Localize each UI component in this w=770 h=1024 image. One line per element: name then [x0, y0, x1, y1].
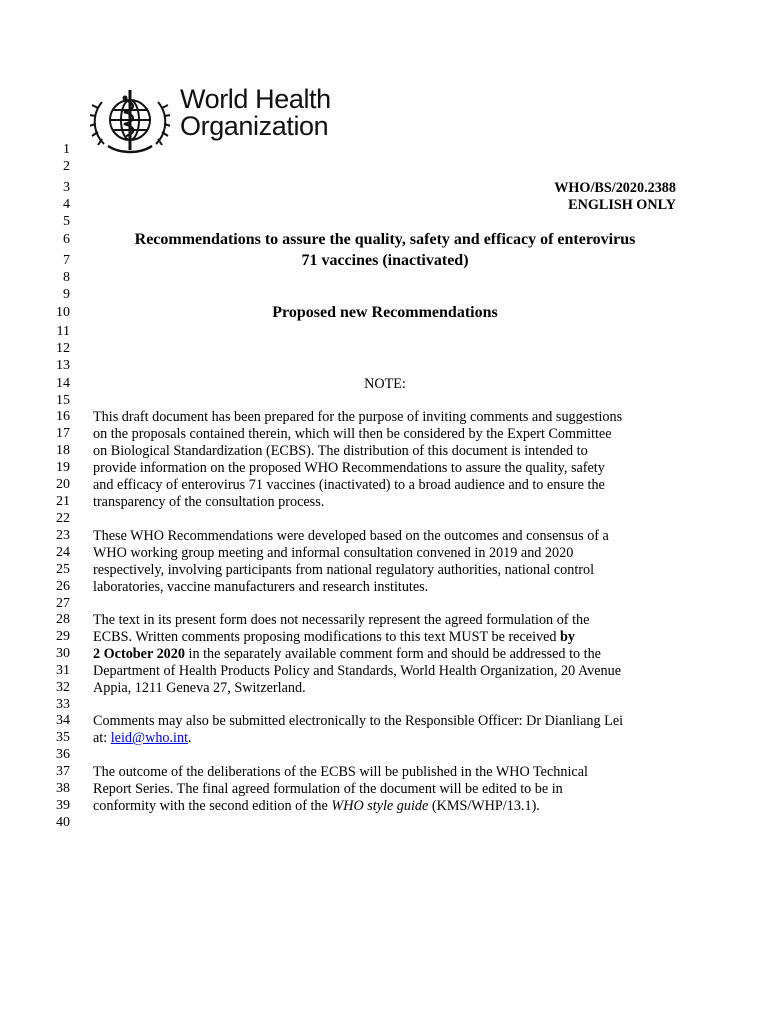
- paragraph-line: WHO working group meeting and informal consultation convened in 2019 and 2020: [93, 545, 574, 561]
- paragraph-line: The outcome of the deliberations of the ECBS will be published in the WHO Technical: [93, 764, 588, 780]
- line-number: 13: [56, 358, 70, 373]
- deadline-date: 2 October 2020: [93, 646, 185, 662]
- paragraph-line: respectively, involving participants from national regulatory authorities, national control: [93, 562, 595, 578]
- line-number: 24: [56, 545, 70, 560]
- line-number: 36: [56, 747, 70, 762]
- line-number: 25: [56, 562, 70, 577]
- paragraph-line: Department of Health Products Policy and Standards, World Health Organization, 20 Avenue: [93, 663, 622, 679]
- line-number: 5: [63, 214, 70, 229]
- italic-text: WHO style guide: [331, 798, 429, 814]
- document-code: WHO/BS/2020.2388: [554, 180, 676, 196]
- paragraph-line: provide information on the proposed WHO Recommendations to assure the quality, safety: [93, 460, 605, 476]
- paragraph-line: Report Series. The final agreed formulation of the document will be edited to be in: [93, 781, 563, 797]
- line-number: 20: [56, 477, 70, 492]
- text-run: .: [188, 730, 192, 746]
- who-emblem-icon: [90, 84, 170, 154]
- logo-line-1: World Health: [180, 84, 331, 114]
- paragraph-line: [93, 629, 575, 645]
- line-number: 12: [56, 341, 70, 356]
- line-number: 10: [56, 305, 70, 320]
- line-number: 16: [56, 409, 70, 424]
- line-number: 9: [63, 287, 70, 302]
- line-number: 32: [56, 680, 70, 695]
- paragraph-line: Comments may also be submitted electronically to the Responsible Officer: Dr Dianliang Lei: [93, 713, 624, 729]
- document-subtitle: Proposed new Recommendations: [272, 304, 498, 321]
- line-number: 14: [56, 376, 70, 391]
- line-number: 38: [56, 781, 70, 796]
- line-number: 15: [56, 393, 70, 408]
- line-number: 35: [56, 730, 70, 745]
- paragraph-line: The text in its present form does not necessarily represent the agreed formulation of the: [93, 612, 590, 628]
- line-number: 22: [56, 511, 70, 526]
- line-number: 11: [56, 324, 70, 339]
- who-logo-text: [180, 86, 331, 140]
- line-number: 27: [56, 596, 70, 611]
- text-run: ECBS. Written comments proposing modifications to this text MUST be received: [93, 629, 561, 645]
- bold-text: by: [560, 629, 576, 645]
- paragraph-line: [93, 646, 601, 662]
- paragraph-line: on Biological Standardization (ECBS). The distribution of this document is intended to: [93, 443, 588, 459]
- who-logo: [90, 84, 352, 154]
- note-heading: NOTE:: [364, 376, 406, 392]
- paragraph-line: [93, 730, 192, 746]
- paragraph-line: This draft document has been prepared for the purpose of inviting comments and suggestions: [93, 409, 623, 425]
- logo-line-2: Organization: [180, 111, 329, 141]
- text-run: at:: [93, 730, 111, 746]
- language-note: ENGLISH ONLY: [568, 197, 676, 213]
- text-run: conformity with the second edition of the: [93, 798, 332, 814]
- line-number: 37: [56, 764, 70, 779]
- email-link[interactable]: leid@who.int: [110, 730, 189, 746]
- paragraph-line: on the proposals contained therein, which will then be considered by the Expert Committee: [93, 426, 612, 442]
- paragraph-line: laboratories, vaccine manufacturers and research institutes.: [93, 579, 429, 595]
- text-run: in the separately available comment form and should be addressed to the: [184, 646, 601, 662]
- document-title-line-1: Recommendations to assure the quality, safety and efficacy of enterovirus: [134, 231, 636, 248]
- document-title-line-2: 71 vaccines (inactivated): [301, 252, 469, 269]
- line-number: 8: [63, 270, 70, 285]
- line-number: 23: [56, 528, 70, 543]
- line-number: 18: [56, 443, 70, 458]
- line-number: 39: [56, 798, 70, 813]
- line-number: 26: [56, 579, 70, 594]
- line-number: 40: [56, 815, 70, 830]
- text-run: (KMS/WHP/13.1).: [428, 798, 540, 814]
- paragraph-line: [93, 798, 540, 814]
- paragraph-line: and efficacy of enterovirus 71 vaccines (inactivated) to a broad audience and to ensure the: [93, 477, 605, 493]
- line-number: 30: [56, 646, 70, 661]
- line-number: 34: [56, 713, 70, 728]
- line-number: 31: [56, 663, 70, 678]
- line-number: 6: [63, 232, 70, 247]
- paragraph-line: Appia, 1211 Geneva 27, Switzerland.: [93, 680, 306, 696]
- line-number: 19: [56, 460, 70, 475]
- line-number: 21: [56, 494, 70, 509]
- line-number: 3: [63, 180, 70, 195]
- paragraph-line: transparency of the consultation process.: [93, 494, 325, 510]
- line-number: 1: [63, 142, 70, 157]
- line-number: 4: [63, 197, 70, 212]
- line-number: 29: [56, 629, 70, 644]
- line-number: 7: [63, 253, 70, 268]
- line-number: 17: [56, 426, 70, 441]
- paragraph-line: These WHO Recommendations were developed based on the outcomes and consensus of a: [93, 528, 609, 544]
- line-number: 2: [63, 159, 70, 174]
- line-number: 28: [56, 612, 70, 627]
- line-number: 33: [56, 697, 70, 712]
